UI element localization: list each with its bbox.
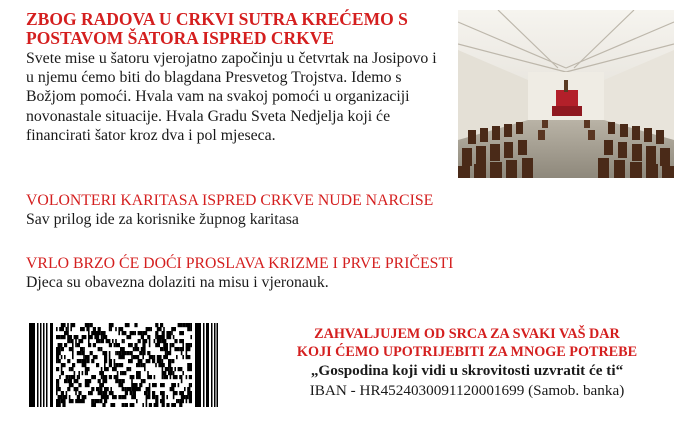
donation-block	[262, 325, 672, 401]
headline-line-1: ZBOG RADOVA U CRKVI SUTRA KREĆEMO S	[26, 9, 408, 29]
bible-quote: „Gospodina koji vidi u skrovitosti uzvratit će ti“	[310, 362, 624, 379]
notice-body-confirmation: Djeca su obavezna dolaziti na misu i vjeronauk.	[26, 274, 329, 291]
thanks-line-2: KOJI ĆEMO UPOTRIJEBITI ZA MNOGE POTREBE	[296, 344, 638, 360]
notice-title-confirmation: VRLO BRZO ĆE DOĆI PROSLAVA KRIZME I PRVE PRIČESTI	[26, 255, 454, 272]
tent-interior-photo	[458, 10, 674, 178]
intro-paragraph: Svete mise u šatoru vjerojatno započinju u četvrtak na Josipovo i u njemu ćemo biti do blagdana Presvetog Trojstva. Idemo s Božjom pomoći. Hvala vam na svakoj pomoći u organizaciji novonastale situacije. Hvala Gradu Sveta Nedjelja koji će financirati šator kroz dva i pol mjeseca.	[26, 50, 437, 144]
payment-barcode	[29, 323, 218, 407]
headline	[26, 10, 446, 48]
notice-body-volunteers: Sav prilog ide za korisnike župnog karitasa	[26, 211, 299, 228]
iban-line: IBAN - HR4524030091120001699 (Samob. banka)	[309, 382, 625, 399]
thanks-line-1: ZAHVALJUJEM OD SRCA ZA SVAKI VAŠ DAR	[314, 326, 620, 342]
headline-line-2: POSTAVOM ŠATORA ISPRED CRKVE	[26, 28, 335, 48]
notice-title-volunteers: VOLONTERI KARITASA ISPRED CRKVE NUDE NARCISE	[26, 192, 434, 209]
